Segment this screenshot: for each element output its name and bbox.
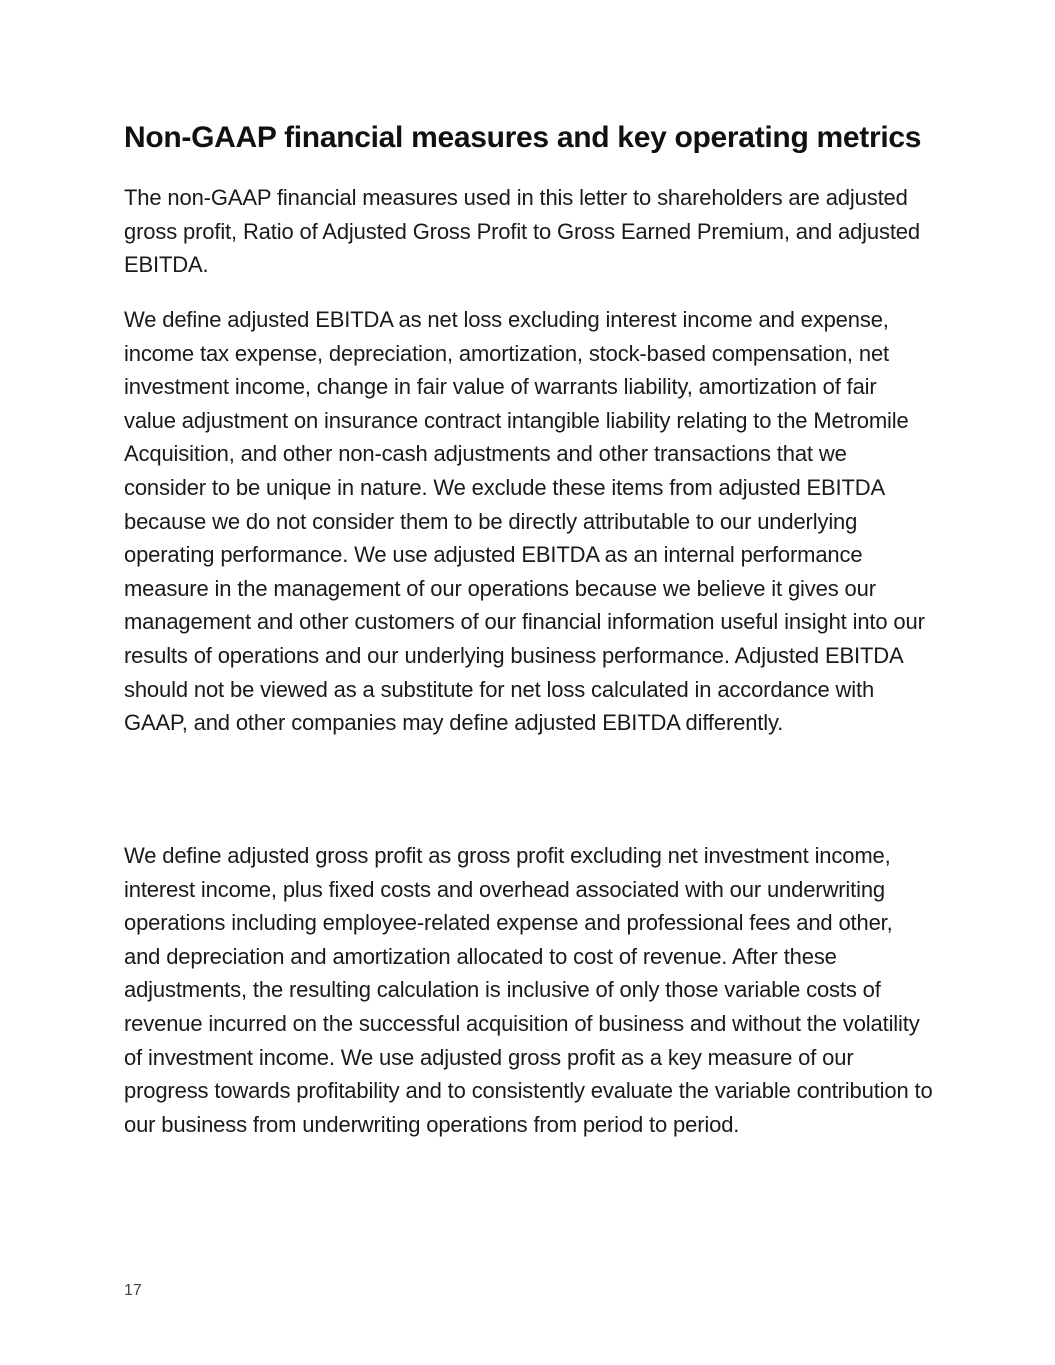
page-title: Non-GAAP financial measures and key operating metrics [124, 121, 922, 154]
paragraph-non-gaap-intro: The non-GAAP financial measures used in this letter to shareholders are adjusted gross profit, Ratio of Adjusted Gross Profit to Gross Earned Premium, and adjusted EBITDA. [124, 185, 920, 278]
page-number: 17 [124, 1282, 142, 1299]
paragraph-adjusted-ebitda: We define adjusted EBITDA as net loss excluding interest income and expense, income tax expense, depreciation, amortization, stock-based compensation, net investment income, change in fair value of warrants liability, amortization of fair value adjustment on insurance contract intangible liability relating to the Metromile Acquisition, and other non-cash adjustments and other transactions that we consider to be unique in nature. We exclude these items from adjusted EBITDA because we do not consider them to be directly attributable to our underlying operating performance. We use adjusted EBITDA as an internal performance measure in the management of our operations because we believe it gives our management and other customers of our financial information useful insight into our results of operations and our underlying business performance. Adjusted EBITDA should not be viewed as a substitute for net loss calculated in accordance with GAAP, and other companies may define adjusted EBITDA differently. [124, 307, 925, 736]
paragraph-adjusted-gross-profit: We define adjusted gross profit as gross profit excluding net investment income, interest income, plus fixed costs and overhead associated with our underwriting operations including employee-related expense and professional fees and other, and depreciation and amortization allocated to cost of revenue. After these adjustments, the resulting calculation is inclusive of only those variable costs of revenue incurred on the successful acquisition of business and without the volatility of investment income. We use adjusted gross profit as a key measure of our progress towards profitability and to consistently evaluate the variable contribution to our business from underwriting operations from period to period. [124, 843, 933, 1137]
